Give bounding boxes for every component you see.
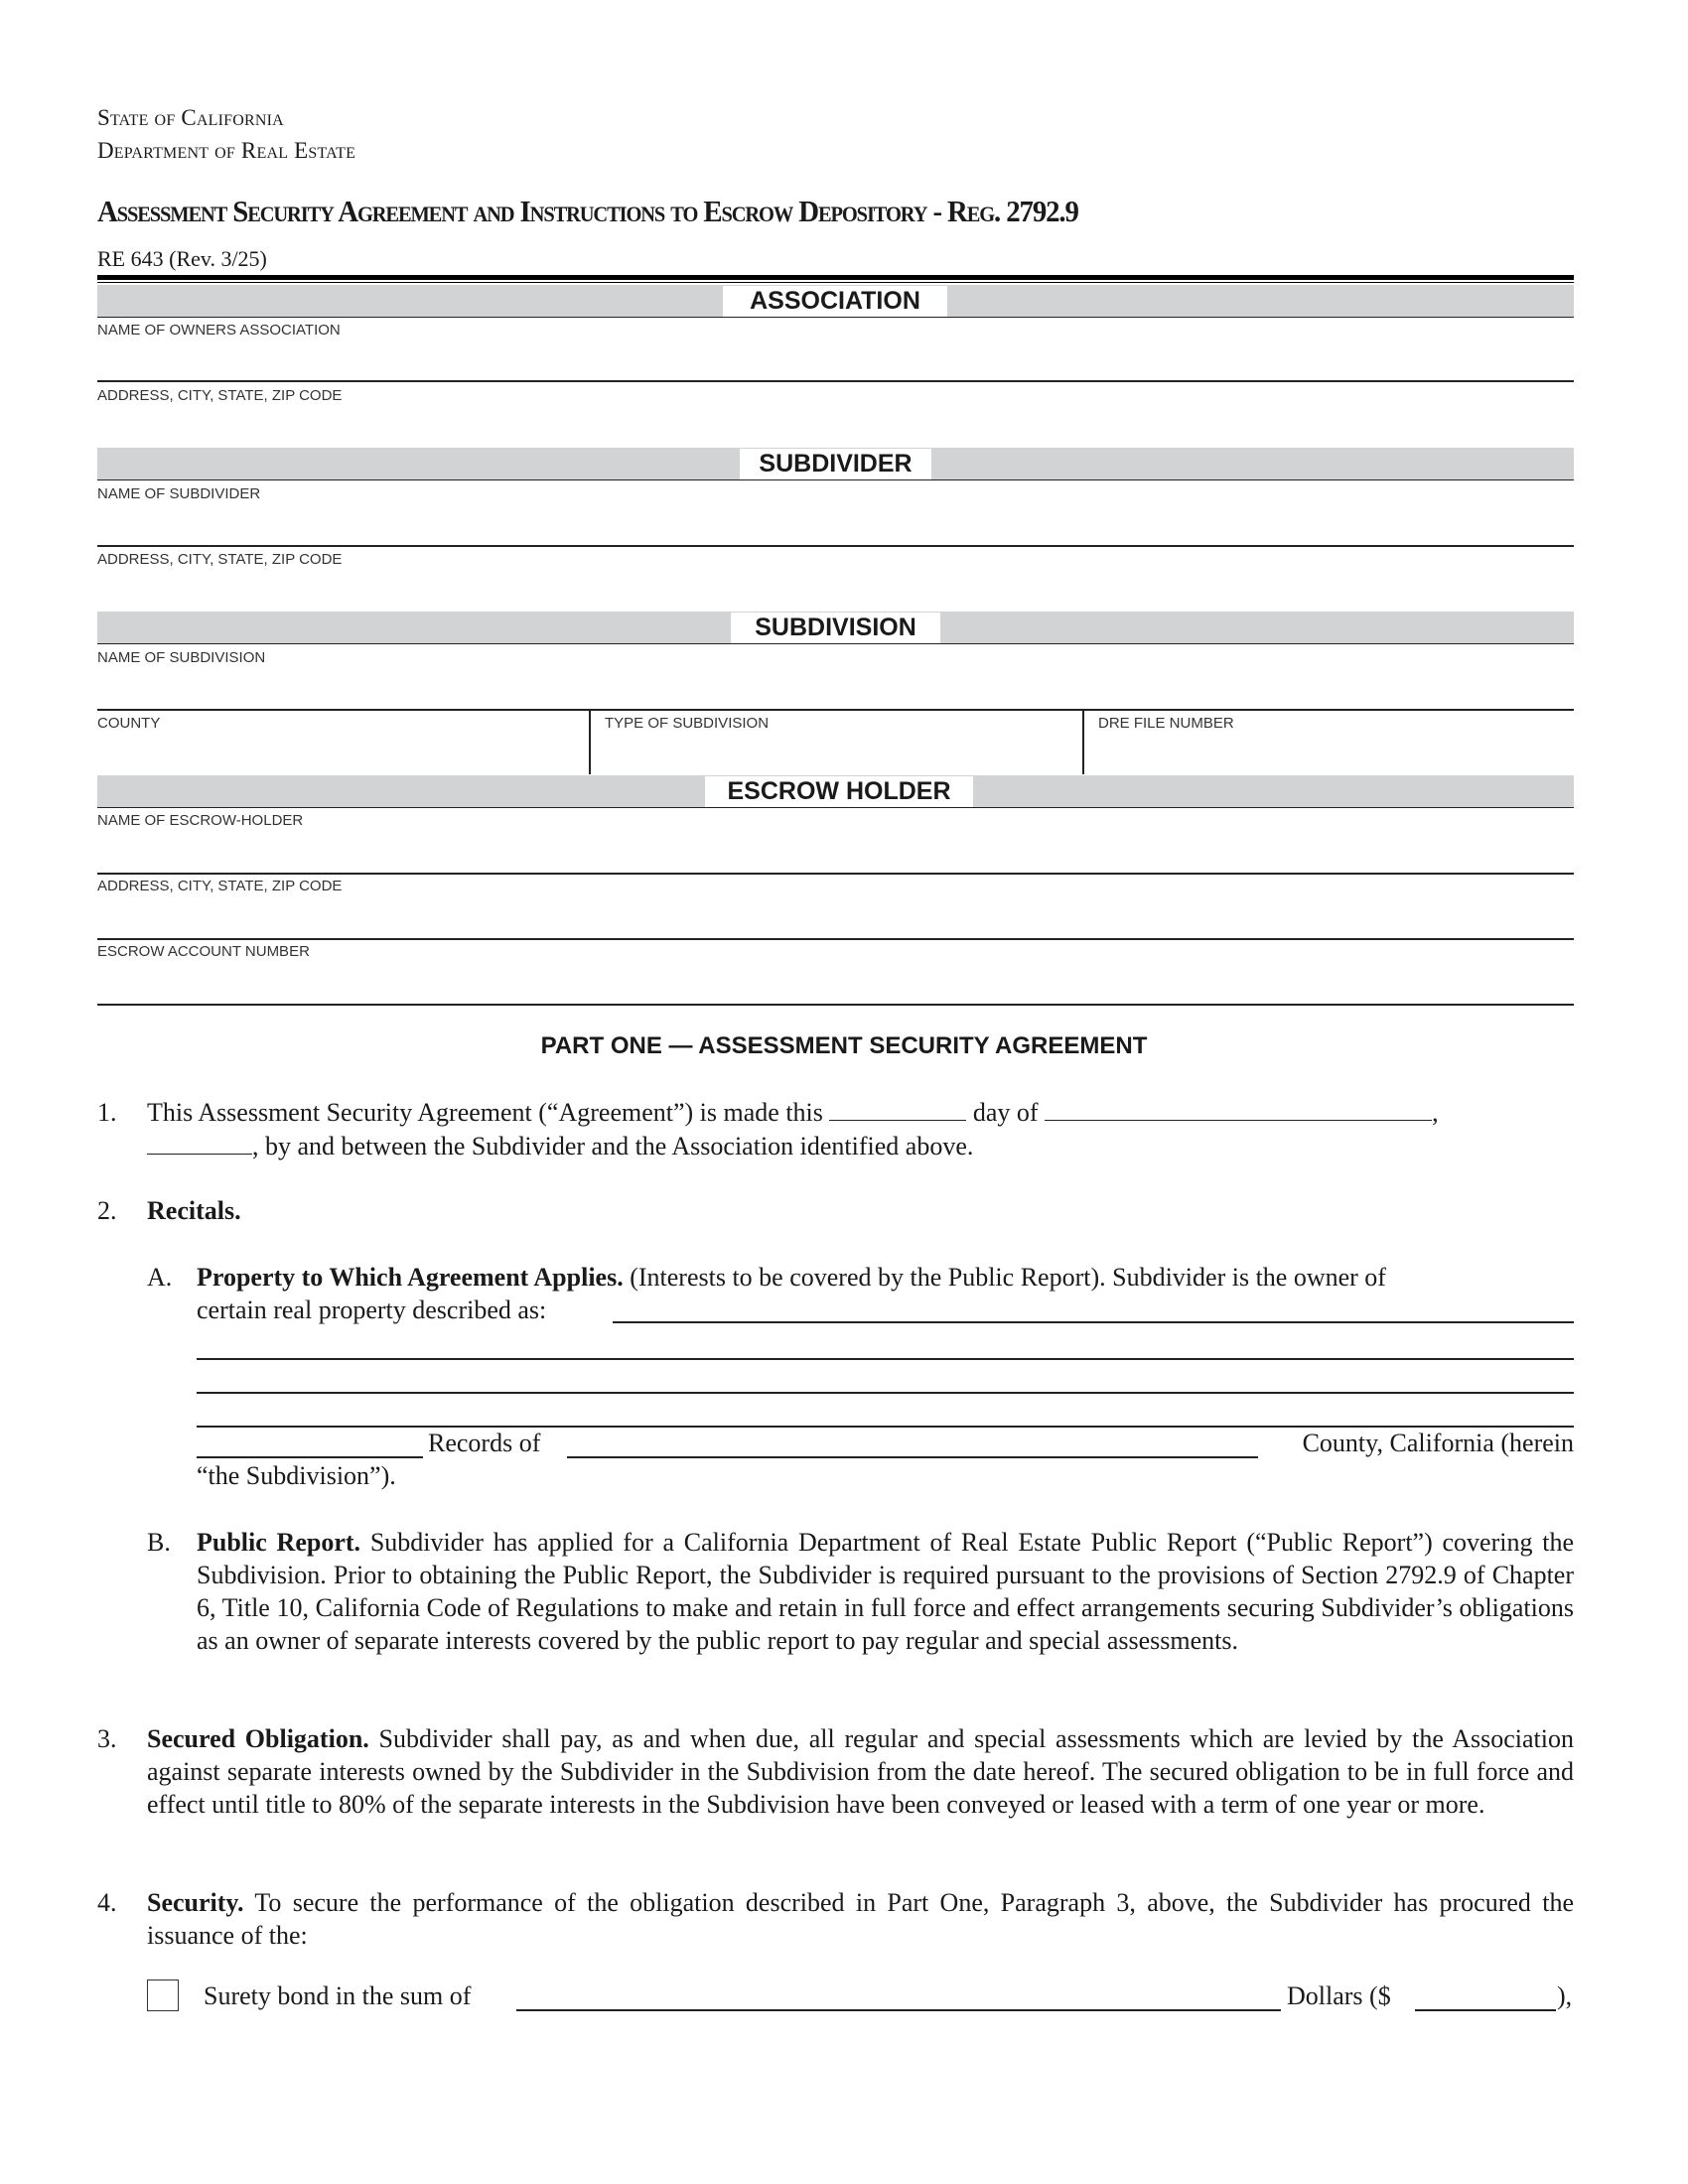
dollars-label: Dollars ($	[1287, 1981, 1391, 2010]
p4-title: Security.	[147, 1888, 244, 1917]
county-input[interactable]	[97, 733, 586, 772]
type-of-subdivision-input[interactable]	[594, 733, 1080, 772]
paragraph-3	[147, 1722, 1574, 1821]
surety-bond-checkbox[interactable]	[147, 1979, 179, 2011]
county-california-label: County, California (herein	[1302, 1429, 1574, 1457]
paragraph-number: 3.	[97, 1724, 117, 1753]
field-divider	[1082, 709, 1084, 774]
recital-a	[197, 1261, 1574, 1294]
subdivider-address-input[interactable]	[97, 569, 1574, 609]
field-label-subdivision-name: NAME OF SUBDIVISION	[97, 649, 266, 666]
recital-a-end: “the Subdivision”).	[197, 1461, 396, 1490]
recital-b-text: Subdivider has applied for a California Department of Real Estate Public Report (“Public Report”) covering the Subdivision. Prior to obtaining the Public Report, the Subdivider is required pursuant to the provisions of Section 2792.9 of Chapter 6, Title 10, California Code of Regulations to make and retain in full force and effect arrangements securing Subdivider’s obligations as an owner of separate interests covered by the public report to pay regular and special assessments.	[197, 1528, 1574, 1655]
field-line	[97, 709, 1574, 711]
section-title-subdivision: SUBDIVISION	[731, 613, 940, 643]
property-description-line-3-input[interactable]	[197, 1392, 1574, 1394]
dre-file-number-input[interactable]	[1087, 733, 1574, 772]
section-title-escrow-holder: ESCROW HOLDER	[705, 776, 973, 807]
month-blank-input[interactable]	[1045, 1098, 1432, 1121]
property-description-line-2-input[interactable]	[197, 1358, 1574, 1360]
association-address-input[interactable]	[97, 405, 1574, 445]
field-label-association-address: ADDRESS, CITY, STATE, ZIP CODE	[97, 387, 343, 404]
recital-b	[197, 1526, 1574, 1657]
section-title-subdivider: SUBDIVIDER	[740, 449, 931, 479]
p3-title: Secured Obligation.	[147, 1724, 369, 1753]
form-title: Assessment Security Agreement and Instructions to Escrow Depository - Reg. 2792.9	[97, 194, 1078, 228]
recital-letter: A.	[147, 1263, 173, 1292]
header-rule-thin	[97, 282, 1574, 283]
p1-text-d: , by and between the Subdivider and the Association identified above.	[252, 1132, 974, 1160]
p1-text-a: This Assessment Security Agreement (“Agreement”) is made this	[147, 1098, 823, 1127]
p4-text: To secure the performance of the obligation described in Part One, Paragraph 3, above, the Subdivider has procured the issuance of the:	[147, 1888, 1574, 1950]
field-label-dre-file-number: DRE FILE NUMBER	[1098, 715, 1234, 732]
surety-bond-amount-input[interactable]	[1415, 2009, 1556, 2011]
section-bar-subdivision	[97, 612, 1574, 644]
subdivision-name-input[interactable]	[97, 667, 1574, 707]
section-bar-subdivider	[97, 448, 1574, 480]
recital-a-line-2: certain real property described as:	[197, 1296, 547, 1324]
year-blank-input[interactable]	[147, 1132, 252, 1155]
recitals-title: Recitals.	[147, 1196, 241, 1225]
day-blank-input[interactable]	[829, 1098, 966, 1121]
field-label-escrow-holder-name: NAME OF ESCROW-HOLDER	[97, 812, 304, 829]
recital-a-text: (Interests to be covered by the Public Report). Subdivider is the owner of	[623, 1263, 1386, 1292]
field-label-type-of-subdivision: TYPE OF SUBDIVISION	[605, 715, 770, 732]
field-label-association-name: NAME OF OWNERS ASSOCIATION	[97, 322, 341, 339]
escrow-holder-name-input[interactable]	[97, 830, 1574, 870]
surety-bond-amount-words-input[interactable]	[516, 2009, 1281, 2011]
field-label-subdivider-address: ADDRESS, CITY, STATE, ZIP CODE	[97, 551, 343, 568]
form-number: RE 643 (Rev. 3/25)	[97, 246, 267, 271]
paragraph-1	[147, 1096, 1439, 1129]
field-line	[97, 1004, 1574, 1006]
records-of-label: Records of	[428, 1429, 541, 1457]
field-line	[97, 380, 1574, 382]
paragraph-4	[147, 1886, 1574, 1952]
header-rule-thick	[97, 275, 1574, 280]
field-line	[97, 873, 1574, 875]
subdivider-name-input[interactable]	[97, 503, 1574, 543]
field-label-escrow-holder-address: ADDRESS, CITY, STATE, ZIP CODE	[97, 878, 343, 894]
p1-text-b: day of	[972, 1098, 1039, 1127]
agency-line-state: State of California	[97, 105, 284, 130]
dollars-close: ),	[1557, 1981, 1573, 2010]
p3-text: Subdivider shall pay, as and when due, all regular and special assessments which are levied by the Association against separate interests owned by the Subdivider in the Subdivision from the date hereof. The secured obligation to be in full force and effect until title to 80% of the separate interests in the Subdivision have been conveyed or leased with a term of one year or more.	[147, 1724, 1574, 1819]
county-records-input[interactable]	[567, 1456, 1258, 1458]
escrow-holder-address-input[interactable]	[97, 895, 1574, 935]
section-bar-association	[97, 285, 1574, 318]
field-line	[97, 545, 1574, 547]
escrow-account-number-input[interactable]	[97, 961, 1574, 1001]
agency-line-department: Department of Real Estate	[97, 138, 356, 163]
field-line	[97, 938, 1574, 940]
surety-bond-label: Surety bond in the sum of	[204, 1981, 472, 2010]
paragraph-number: 4.	[97, 1888, 117, 1917]
field-divider	[589, 709, 591, 774]
part-one-heading: PART ONE — ASSESSMENT SECURITY AGREEMENT	[540, 1032, 1148, 1059]
recital-letter: B.	[147, 1528, 171, 1557]
recording-info-input[interactable]	[197, 1456, 423, 1458]
comma: ,	[1432, 1098, 1439, 1127]
property-description-line-1-input[interactable]	[613, 1321, 1574, 1323]
association-name-input[interactable]	[97, 340, 1574, 379]
field-label-county: COUNTY	[97, 715, 161, 732]
paragraph-number: 2.	[97, 1196, 117, 1225]
section-title-association: ASSOCIATION	[723, 286, 947, 317]
field-label-escrow-account-number: ESCROW ACCOUNT NUMBER	[97, 943, 310, 960]
paragraph-1-line-2	[147, 1130, 973, 1162]
field-label-subdivider-name: NAME OF SUBDIVIDER	[97, 485, 261, 502]
paragraph-number: 1.	[97, 1098, 117, 1127]
section-bar-escrow-holder	[97, 775, 1574, 808]
recital-a-title: Property to Which Agreement Applies.	[197, 1263, 624, 1292]
recital-b-title: Public Report.	[197, 1528, 361, 1557]
